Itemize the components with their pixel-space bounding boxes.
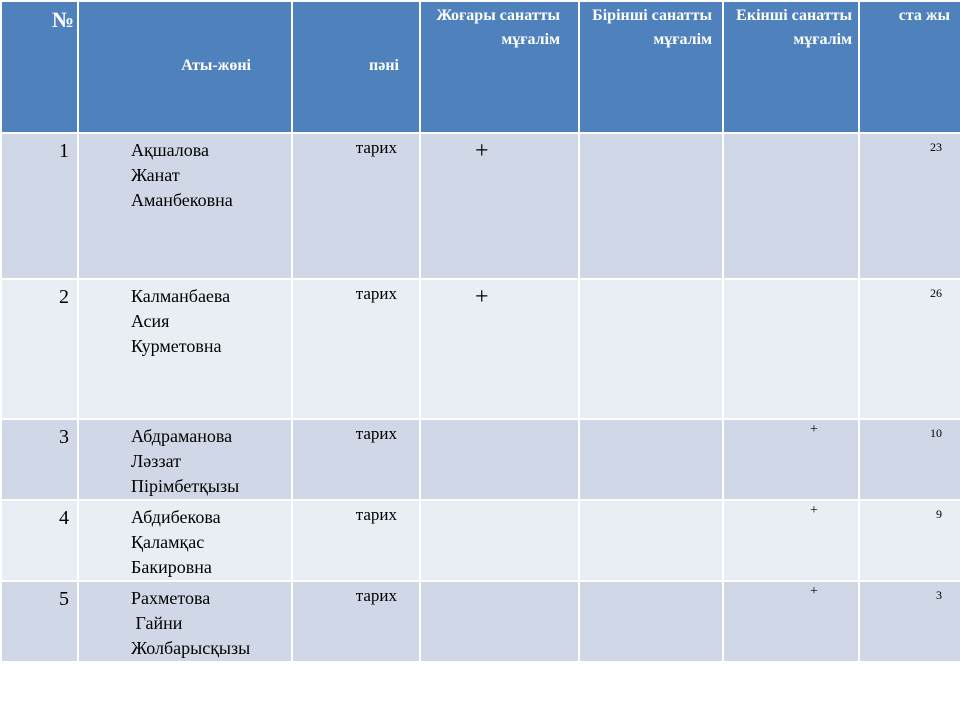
cell-subject (292, 419, 420, 500)
teacher-name: Абдраманова Ләззат Пірімбетқызы (131, 426, 240, 496)
second-mark (724, 134, 858, 136)
teacher-name: Рахметова Гайни Жолбарысқызы (131, 588, 251, 658)
header-experience (859, 1, 960, 133)
cell-second (723, 500, 859, 581)
cell-second (723, 279, 859, 419)
cell-experience (859, 279, 960, 419)
cell-first (579, 133, 723, 279)
header-num-label: № (52, 7, 75, 32)
header-name-label: Аты-жөні (181, 57, 251, 74)
header-highest-label: Жоғары санатты мұғалім (436, 7, 560, 48)
subject: тарих (355, 424, 397, 443)
row-num: 3 (59, 426, 69, 448)
cell-experience (859, 500, 960, 581)
second-mark: + (810, 584, 818, 599)
header-subject-label: пәні (369, 57, 399, 74)
cell-subject (292, 500, 420, 581)
highest-mark (421, 420, 578, 424)
experience-value: 26 (930, 286, 942, 300)
header-num (1, 1, 78, 133)
second-mark: + (810, 422, 818, 437)
table-row (1, 581, 960, 662)
cell-num (1, 279, 78, 419)
header-name (78, 1, 292, 133)
cell-highest (420, 133, 579, 279)
header-first-label: Бірінші санатты мұғалім (592, 7, 712, 48)
subject: тарих (355, 505, 397, 524)
cell-highest (420, 500, 579, 581)
table-header (1, 1, 960, 133)
cell-subject (292, 279, 420, 419)
cell-subject (292, 133, 420, 279)
cell-experience (859, 581, 960, 662)
row-num: 4 (59, 507, 69, 529)
second-mark (724, 280, 858, 282)
cell-subject (292, 581, 420, 662)
header-first-category (579, 1, 723, 133)
cell-name (78, 279, 292, 419)
second-mark: + (810, 503, 818, 518)
cell-name (78, 500, 292, 581)
experience-value: 3 (936, 588, 942, 602)
teacher-name: Калманбаева Асия Курметовна (131, 286, 231, 356)
experience-value: 23 (930, 140, 942, 154)
highest-mark (421, 582, 578, 586)
row-num: 5 (59, 588, 69, 610)
cell-num (1, 500, 78, 581)
header-subject (292, 1, 420, 133)
header-experience-label: ста жы (898, 7, 950, 24)
cell-name (78, 133, 292, 279)
subject: тарих (355, 138, 397, 157)
subject: тарих (355, 586, 397, 605)
subject: тарих (355, 284, 397, 303)
cell-second (723, 419, 859, 500)
cell-first (579, 581, 723, 662)
cell-experience (859, 133, 960, 279)
table-row (1, 133, 960, 279)
table-row (1, 419, 960, 500)
highest-mark: + (475, 138, 489, 164)
highest-mark: + (475, 284, 489, 310)
cell-first (579, 500, 723, 581)
experience-value: 10 (930, 426, 942, 440)
cell-num (1, 133, 78, 279)
cell-highest (420, 581, 579, 662)
cell-first (579, 279, 723, 419)
cell-experience (859, 419, 960, 500)
cell-num (1, 581, 78, 662)
teacher-name: Абдибекова Қаламқас Бакировна (131, 507, 221, 577)
cell-name (78, 581, 292, 662)
table-body (1, 133, 960, 662)
cell-second (723, 133, 859, 279)
cell-highest (420, 279, 579, 419)
header-second-category (723, 1, 859, 133)
header-highest-category (420, 1, 579, 133)
cell-second (723, 581, 859, 662)
header-row (1, 1, 960, 133)
cell-num (1, 419, 78, 500)
experience-value: 9 (936, 507, 942, 521)
cell-first (579, 419, 723, 500)
cell-name (78, 419, 292, 500)
table-row (1, 500, 960, 581)
teacher-name: Ақшалова Жанат Аманбековна (131, 140, 233, 210)
header-second-label: Екінші санатты мұғалім (736, 7, 852, 48)
row-num: 2 (59, 286, 69, 308)
row-num: 1 (59, 140, 69, 162)
table-row (1, 279, 960, 419)
highest-mark (421, 501, 578, 505)
cell-highest (420, 419, 579, 500)
